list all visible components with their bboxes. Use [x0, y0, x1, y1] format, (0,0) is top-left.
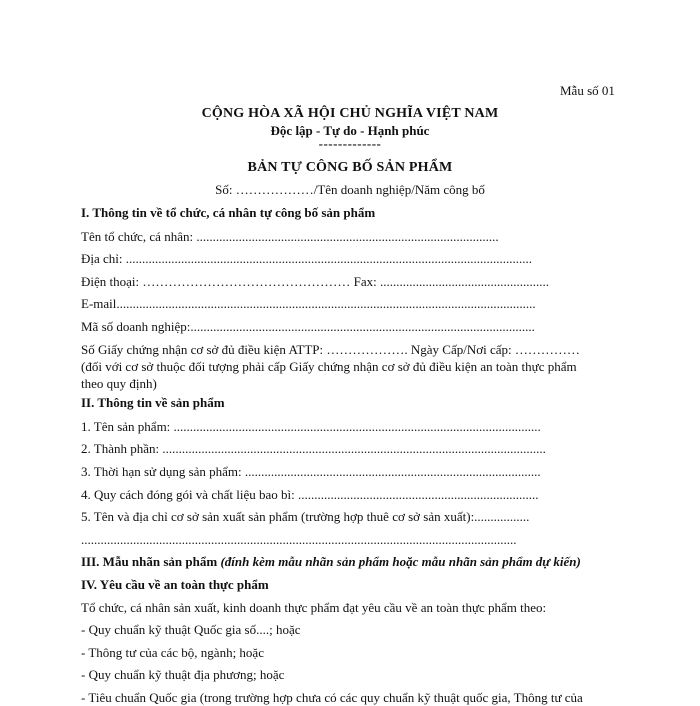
section4-heading: IV. Yêu cầu về an toàn thực phẩm	[81, 577, 269, 592]
ingredients-field: 2. Thành phần: ......................................................................................................................	[81, 441, 546, 456]
section1-heading: I. Thông tin về tổ chức, cá nhân tự công bố sản phẩm	[81, 205, 376, 220]
product-name-field: 1. Tên sản phẩm: .................................................................................................................	[81, 419, 541, 434]
address-field: Địa chỉ: .............................................................................................................................	[81, 251, 533, 266]
phone-fax-field: Điện thoại: ………………………………………… Fax: ....................................................	[81, 274, 549, 289]
standard-bullet-3: - Quy chuẩn kỹ thuật địa phương; hoặc	[81, 667, 285, 682]
org-name-field: Tên tổ chức, cá nhân: .............................................................................................	[81, 229, 499, 244]
document-number-line: Số: ………………/Tên doanh nghiệp/Năm công bố	[215, 182, 485, 197]
document-title: BẢN TỰ CÔNG BỐ SẢN PHẨM	[247, 160, 453, 175]
email-field: E-mail.................................................................................................................................	[81, 296, 536, 311]
manufacturer-continuation: ......................................................................................................................................	[81, 532, 517, 547]
section3-note: (đính kèm mẫu nhãn sản phẩm hoặc mẫu nhãn sản phẩm dự kiến)	[220, 554, 581, 569]
header-separator: -------------	[318, 136, 382, 151]
country-name: CỘNG HÒA XÃ HỘI CHỦ NGHĨA VIỆT NAM	[201, 106, 499, 121]
national-motto: Độc lập - Tự do - Hạnh phúc	[270, 123, 430, 138]
section2-heading: II. Thông tin về sản phẩm	[81, 395, 225, 410]
section3-line	[81, 554, 581, 570]
section3-heading: III. Mẫu nhãn sản phẩm	[81, 554, 218, 569]
shelf-life-field: 3. Thời hạn sử dụng sản phẩm: ...........................................................................................	[81, 464, 541, 479]
business-code-field: Mã số doanh nghiệp:..........................................................................................................	[81, 319, 535, 334]
atp-certificate-field: Số Giấy chứng nhận cơ sở đủ điều kiện ATTP: ………………. Ngày Cấp/Nơi cấp: …………… (đối với cơ sở thuộc đối tượng phải cấp Giấy chứng nhận cơ sở đủ điều kiện an toàn thực phẩm theo quy định)	[81, 342, 580, 391]
standard-bullet-2: - Thông tư của các bộ, ngành; hoặc	[81, 645, 264, 660]
standard-bullet-1: - Quy chuẩn kỹ thuật Quốc gia số....; hoặc	[81, 622, 301, 637]
packaging-field: 4. Quy cách đóng gói và chất liệu bao bì: ..........................................................................	[81, 487, 539, 502]
form-code: Mẫu số 01	[560, 83, 615, 98]
standard-bullet-4: - Tiêu chuẩn Quốc gia (trong trường hợp chưa có các quy chuẩn kỹ thuật quốc gia, Thông tư của	[81, 690, 583, 705]
manufacturer-field: 5. Tên và địa chỉ cơ sở sản xuất sản phẩm (trường hợp thuê cơ sở sản xuất):.................	[81, 509, 530, 524]
food-safety-intro: Tổ chức, cá nhân sản xuất, kinh doanh thực phẩm đạt yêu cầu về an toàn thực phẩm theo:	[81, 600, 547, 615]
